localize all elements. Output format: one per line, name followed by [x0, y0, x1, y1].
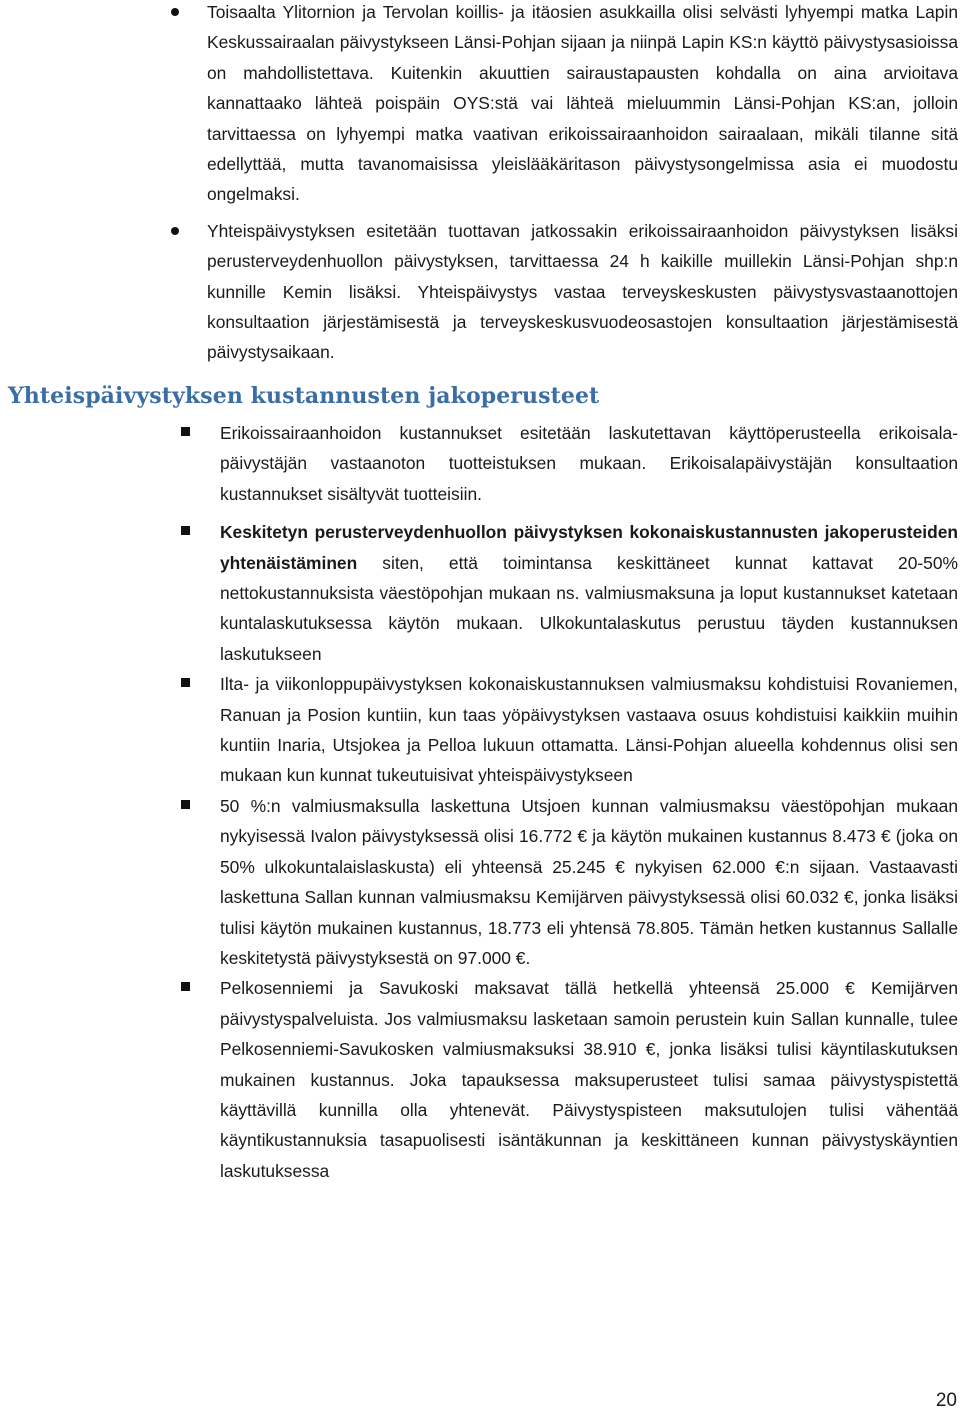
list-item	[0, 791, 960, 973]
list-item-text: Yhteispäivystyksen esitetään tuottavan jatkossakin erikoissairaanhoidon päivystyksen lisäksi perusterveydenhuollon päivystyksen, tarvittaessa 24 h kaikille muillekin Länsi-Pohjan shp:n kunnille Kemin lisäksi. Yhteispäivystys vastaa terveyskeskusten päivystysvastaanottojen konsultaation järjestämisestä ja terveyskeskusvuodeosastojen konsultaation järjestämisestä päivystysaikaan.	[207, 220, 958, 363]
list-item-text: 50 %:n valmiusmaksulla laskettuna Utsjoen kunnan valmiusmaksu väestöpohjan mukaan nykyisessä Ivalon päivystyksessä olisi 16.772 € ja käytön mukainen kustannus 8.473 € (joka on 50% ulkokuntalaislaskusta) eli yhteensä 25.245 € nykyisen 62.000 €:n sijaan. Vastaavasti laskettuna Sallan kunnan valmiusmaksu Kemijärven päivystyksessä olisi 60.032 €, jonka lisäksi tulisi käytön mukainen kustannus, 18.773 eli yhtensä 78.805. Tämän hetken kustannus Sallalle keskitetystä päivystyksestä on 97.000 €.	[220, 795, 958, 968]
bullet-list-costs	[0, 418, 960, 1186]
bullet-square-icon	[181, 800, 190, 809]
bullet-square-icon	[181, 678, 190, 687]
list-item	[0, 669, 960, 791]
list-item	[0, 973, 960, 1186]
bullet-square-icon	[181, 427, 190, 436]
list-item-bold-text: Keskitetyn perusterveydenhuollon päivystyksen kokonaiskustannusten jakoperusteiden yhtenäistäminen	[220, 522, 958, 573]
bullet-square-icon	[181, 526, 190, 535]
list-item-text: Erikoissairaanhoidon kustannukset esitetään laskutettavan käyttöperusteella erikoisala-päivystäjän vastaanoton tuotteistuksen mukaan. Erikoisalapäivystäjän konsultaation kustannukset sisältyvät tuotteisiin.	[220, 423, 958, 504]
bullet-dot-icon	[171, 227, 179, 235]
list-item	[0, 0, 960, 210]
list-item-text: siten, että toimintansa keskittäneet kunnat kattavat 20-50% nettokustannuksista väestöpohjan mukaan ns. valmiusmaksuna ja loput kustannukset katetaan kuntalaskutuksessa käytön mukaan. Ulkokuntalaskutus perustuu täyden kustannuksen laskutukseen	[220, 552, 958, 664]
list-item	[0, 418, 960, 509]
bullet-list-top	[0, 0, 960, 368]
section-heading: Yhteispäivystyksen kustannusten jakoperusteet	[8, 383, 600, 409]
list-item-text: Pelkosenniemi ja Savukoski maksavat tällä hetkellä yhteensä 25.000 € Kemijärven päivystyspalveluista. Jos valmiusmaksu lasketaan samoin perustein kuin Sallan kunnalle, tulee Pelkosenniemi-Savukosken valmiusmaksuksi 38.910 €, jonka lisäksi tulisi käyntilaskutuksen mukainen kustannus. Joka tapauksessa maksuperusteet tulisi samaa päivystyspistettä käyttävillä kunnilla olla yhtenevät. Päivystyspisteen maksutulojen tulisi vähentää käyntikustannuksia tasapuolisesti isäntäkunnan ja keskittäneen kunnan päivystyskäyntien laskutuksessa	[220, 978, 958, 1181]
list-item-text: Ilta- ja viikonloppupäivystyksen kokonaiskustannuksen valmiusmaksu kohdistuisi Rovaniemen, Ranuan ja Posion kuntiin, kun taas yöpäivystyksen vastaava osuus kohdistuisi kaikkiin muihin kuntiin Inaria, Utsjokea ja Pelloa lukuun ottamatta. Länsi-Pohjan alueella kohdennus olisi sen mukaan kun kunnat tukeutuisivat yhteispäivystykseen	[220, 674, 958, 786]
bullet-square-icon	[181, 982, 190, 991]
list-item	[0, 216, 960, 368]
bullet-dot-icon	[171, 8, 179, 16]
list-item	[0, 517, 960, 669]
list-item-text: Toisaalta Ylitornion ja Tervolan koillis- ja itäosien asukkailla olisi selvästi lyhyempi matka Lapin Keskussairaalan päivystykseen Länsi-Pohjan sijaan ja niinpä Lapin KS:n käyttö päivystysasioissa on mahdollistettava. Kuitenkin akuuttien sairaustapausten kohdalla on aina arvioitava kannattaako lähteä poispäin OYS:stä vai lähteä mieluummin Länsi-Pohjan KS:an, jolloin tarvittaessa on lyhyempi matka vaativan erikoissairaanhoidon sairaalaan, mikäli tilanne sitä edellyttää, mutta tavanomaisissa yleislääkäritason päivystysongelmissa asia ei muodostu ongelmaksi.	[207, 2, 958, 205]
page-number: 20	[935, 1390, 957, 1411]
